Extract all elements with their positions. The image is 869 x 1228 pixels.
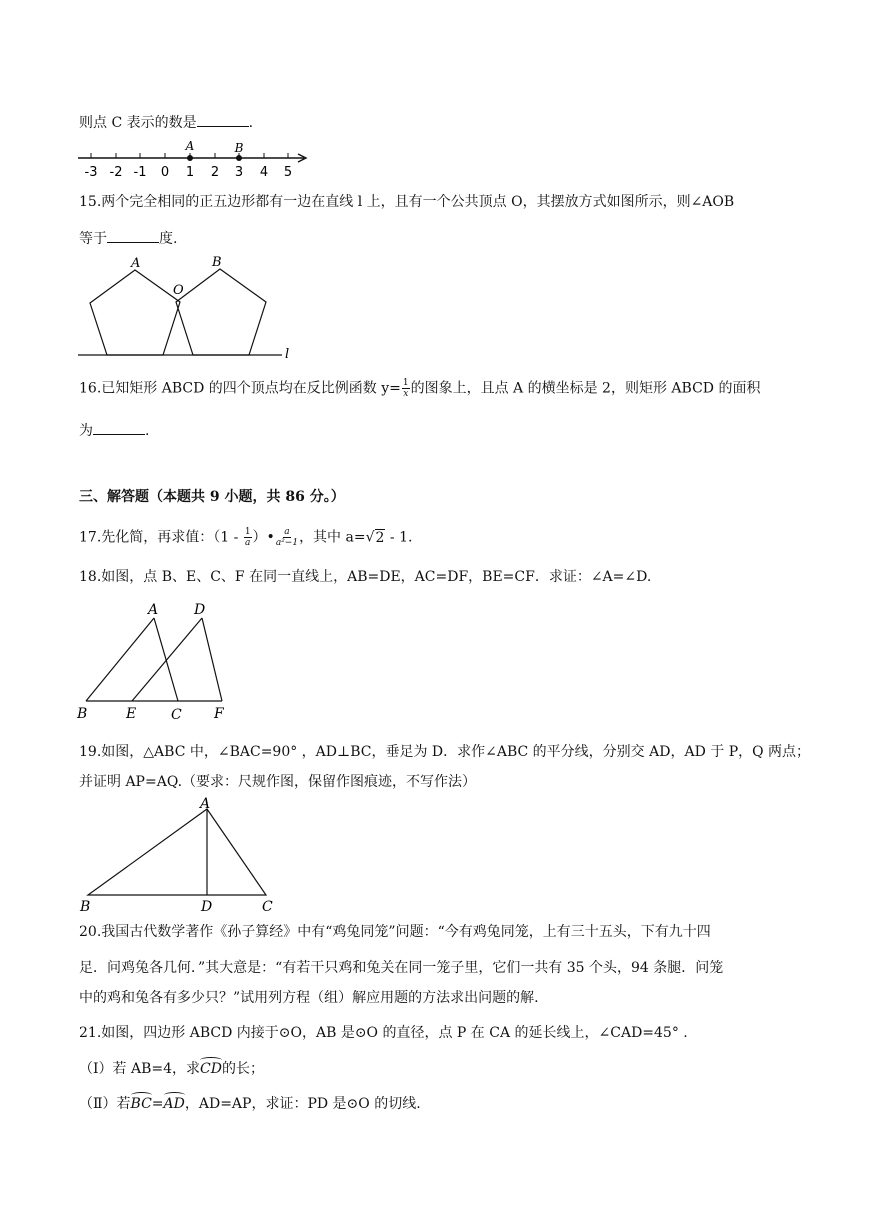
tick-label: 5	[283, 165, 293, 180]
label-f: F	[214, 706, 224, 722]
pentagon-right	[176, 269, 266, 355]
label-c: C	[262, 899, 273, 915]
q21-line1: 21.如图，四边形 ABCD 内接于⊙O，AB 是⊙O 的直径，点 P 在 CA 的延长线上，∠CAD=45° .	[79, 1025, 688, 1041]
q21-part2: （Ⅱ）若BC=AD，AD=AP，求证：PD 是⊙O 的切线.	[79, 1096, 421, 1112]
fraction-1-over-x: $\frac{1}{x}$	[402, 378, 409, 399]
label-d: D	[194, 602, 206, 618]
tick-label: -3	[84, 165, 98, 180]
label-a: A	[131, 256, 141, 271]
tick-label: 0	[160, 165, 170, 180]
q14-answer-blank	[197, 112, 249, 127]
q20-line2: 足．问鸡兔各几何．”其大意是：“有若干只鸡和兔关在同一笼子里，它们一共有 35 个头，94 条腿．问笼	[79, 960, 724, 976]
label-l: l	[285, 347, 290, 362]
q19-line2: 并证明 AP=AQ.（要求：尺规作图，保留作图痕迹，不写作法）	[79, 774, 477, 790]
tick-label: 1	[185, 165, 195, 180]
q15-answer-blank	[107, 228, 159, 243]
q14-line: 则点 C 表示的数是 .	[79, 112, 253, 133]
tick-label: 4	[259, 165, 269, 180]
label-a: A	[148, 602, 159, 618]
arc-bc: BC	[130, 1096, 152, 1112]
label-o: O	[173, 283, 184, 298]
q17-line: 17.先化简，再求值：（1 - $\frac{1}{a}$ ）• $\frac{a}{\text{a²−1}}$ ，其中 a=√2 - 1.	[79, 527, 413, 548]
label-b: B	[80, 899, 91, 915]
q16-answer-blank	[93, 420, 145, 435]
label-a: A	[200, 796, 211, 812]
tick-label: -2	[109, 165, 123, 180]
q20-line1: 20.我国古代数学著作《孙子算经》中有“鸡兔同笼”问题：“今有鸡兔同笼，上有三十五头，下有九十四	[79, 924, 711, 940]
label-d: D	[201, 899, 213, 915]
point-a-dot	[187, 155, 193, 161]
tick-label: 2	[210, 165, 220, 180]
label-b: B	[77, 706, 88, 722]
tick-label: 3	[234, 165, 244, 180]
point-b-label: B	[234, 141, 244, 155]
q16-line2: 为 .	[79, 420, 149, 441]
triangles-figure	[74, 600, 239, 725]
point-b-dot	[236, 155, 242, 161]
arc-ad: AD	[163, 1096, 185, 1112]
right-triangle-figure	[76, 795, 281, 915]
tick-label: -1	[133, 165, 147, 180]
pentagon-left	[90, 270, 180, 355]
q14-text: 则点 C 表示的数是	[79, 115, 197, 131]
number-line-figure	[76, 140, 311, 180]
q18-line: 18.如图，点 B、E、C、F 在同一直线上，AB=DE，AC=DF，BE=CF．求证：∠A=∠D.	[79, 569, 652, 585]
fraction-a-over-a2-1: $\frac{a}{\text{a²−1}}$	[275, 527, 299, 548]
pentagons-figure	[76, 255, 301, 365]
q21-part1: （Ⅰ）若 AB=4，求CD的长；	[79, 1061, 264, 1077]
label-b: B	[212, 255, 222, 270]
q19-line1: 19.如图，△ABC 中，∠BAC=90° ，AD⊥BC，垂足为 D．求作∠ABC 的平分线，分别交 AD，AD 于 P，Q 两点；	[79, 744, 811, 760]
point-a-label: A	[185, 139, 195, 153]
arc-cd: CD	[200, 1061, 222, 1077]
label-c: C	[171, 707, 182, 723]
label-e: E	[126, 706, 137, 722]
q15-line2: 等于 度.	[79, 228, 177, 249]
q16-line1: 16.已知矩形 ABCD 的四个顶点均在反比例函数 y= $\frac{1}{x}$ 的图象上，且点 A 的横坐标是 2，则矩形 ABCD 的面积	[79, 378, 761, 399]
section-heading: 三、解答题（本题共 9 小题，共 86 分。）	[79, 489, 345, 505]
sqrt-sign: √	[365, 529, 375, 546]
q15-line1: 15.两个完全相同的正五边形都有一边在直线 l 上，且有一个公共顶点 O，其摆放方式如图所示，则∠AOB	[79, 194, 735, 210]
fraction-1-over-a: $\frac{1}{a}$	[244, 527, 251, 548]
q20-line3: 中的鸡和兔各有多少只？”试用列方程（组）解应用题的方法求出问题的解.	[79, 990, 539, 1006]
